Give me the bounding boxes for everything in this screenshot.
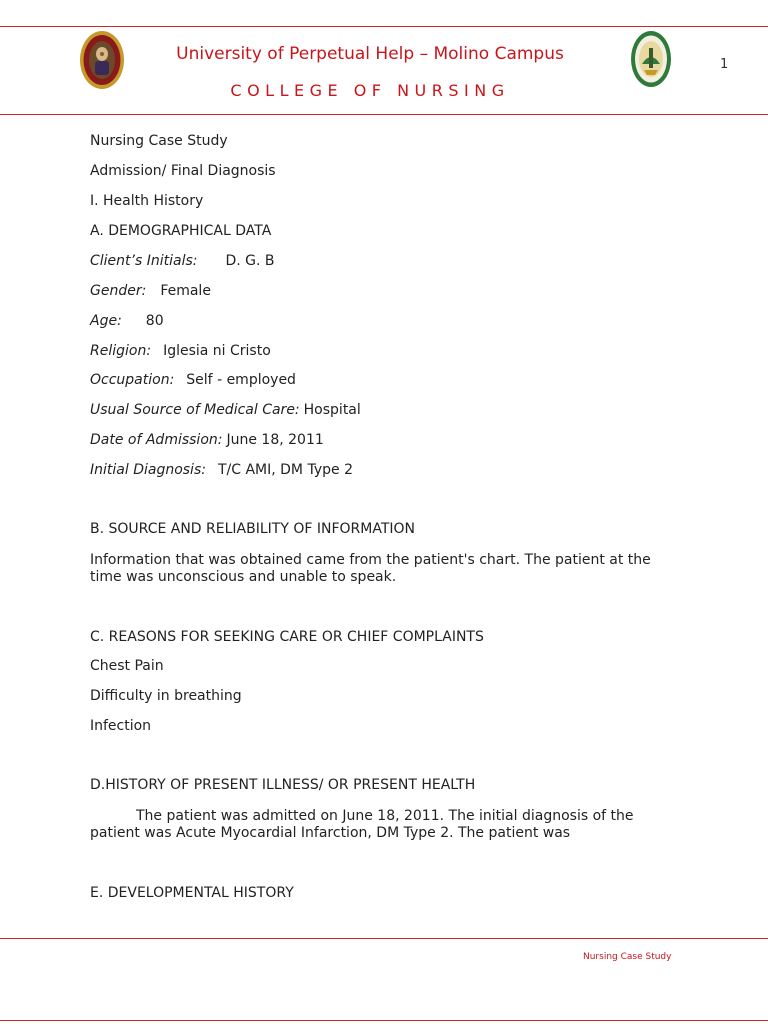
field-value: Self - employed xyxy=(186,372,296,388)
document-title: Nursing Case Study xyxy=(90,133,228,149)
footer-bottom-rule xyxy=(0,1020,768,1021)
field-label: Gender: xyxy=(90,283,147,299)
field-label: Age: xyxy=(90,313,122,329)
source-and-reliability-text: Information that was obtained came from the patient's chart. The patient at the time was unconscious and unable to speak. xyxy=(90,552,651,585)
complaint-item: Difficulty in breathing xyxy=(90,688,242,704)
field-value: 80 xyxy=(145,313,164,329)
field-label: Initial Diagnosis: xyxy=(90,462,206,478)
field-value: Iglesia ni Cristo xyxy=(163,343,271,359)
field-value: Female xyxy=(160,283,211,299)
university-title: University of Perpetual Help – Molino Campus xyxy=(176,44,564,64)
footer-label: Nursing Case Study xyxy=(583,952,672,962)
field-value: D. G. B xyxy=(225,253,275,269)
college-title: COLLEGE OF NURSING xyxy=(230,81,510,100)
field-date-of-admission xyxy=(90,432,324,449)
footer-top-rule xyxy=(0,938,768,939)
field-initial-diagnosis xyxy=(90,462,353,479)
history-of-present-illness-text: The patient was admitted on June 18, 2011. The initial diagnosis of the patient was Acute Myocardial Infarction, DM Type 2. The patient was xyxy=(90,808,634,841)
header-top-rule xyxy=(0,26,768,27)
field-value: Hospital xyxy=(303,402,361,418)
university-seal-logo xyxy=(79,30,125,94)
section-source-and-reliability: B. SOURCE AND RELIABILITY OF INFORMATION xyxy=(90,521,416,537)
field-client-initials xyxy=(90,253,275,270)
field-label: Usual Source of Medical Care: xyxy=(90,402,300,418)
field-label: Client’s Initials: xyxy=(90,253,198,269)
field-value: T/C AMI, DM Type 2 xyxy=(217,462,353,478)
diagnosis-heading: Admission/ Final Diagnosis xyxy=(90,163,276,179)
section-demographical-data: A. DEMOGRAPHICAL DATA xyxy=(90,223,272,239)
section-developmental-history: E. DEVELOPMENTAL HISTORY xyxy=(90,885,294,901)
page-number: 1 xyxy=(720,57,729,72)
section-health-history: I. Health History xyxy=(90,193,204,209)
field-label: Occupation: xyxy=(90,372,175,388)
field-value: June 18, 2011 xyxy=(226,432,324,448)
field-age xyxy=(90,313,164,330)
complaint-item: Chest Pain xyxy=(90,658,164,674)
field-label: Date of Admission: xyxy=(90,432,223,448)
field-usual-source-of-care xyxy=(90,402,361,419)
field-gender xyxy=(90,283,211,300)
field-label: Religion: xyxy=(90,343,152,359)
field-occupation xyxy=(90,372,296,389)
section-chief-complaints: C. REASONS FOR SEEKING CARE OR CHIEF COMPLAINTS xyxy=(90,629,484,645)
header-bottom-rule xyxy=(0,114,768,115)
section-history-of-present-illness: D.HISTORY OF PRESENT ILLNESS/ OR PRESENT HEALTH xyxy=(90,777,476,793)
complaint-item: Infection xyxy=(90,718,152,734)
field-religion xyxy=(90,343,271,360)
college-of-nursing-seal-logo xyxy=(630,30,672,92)
